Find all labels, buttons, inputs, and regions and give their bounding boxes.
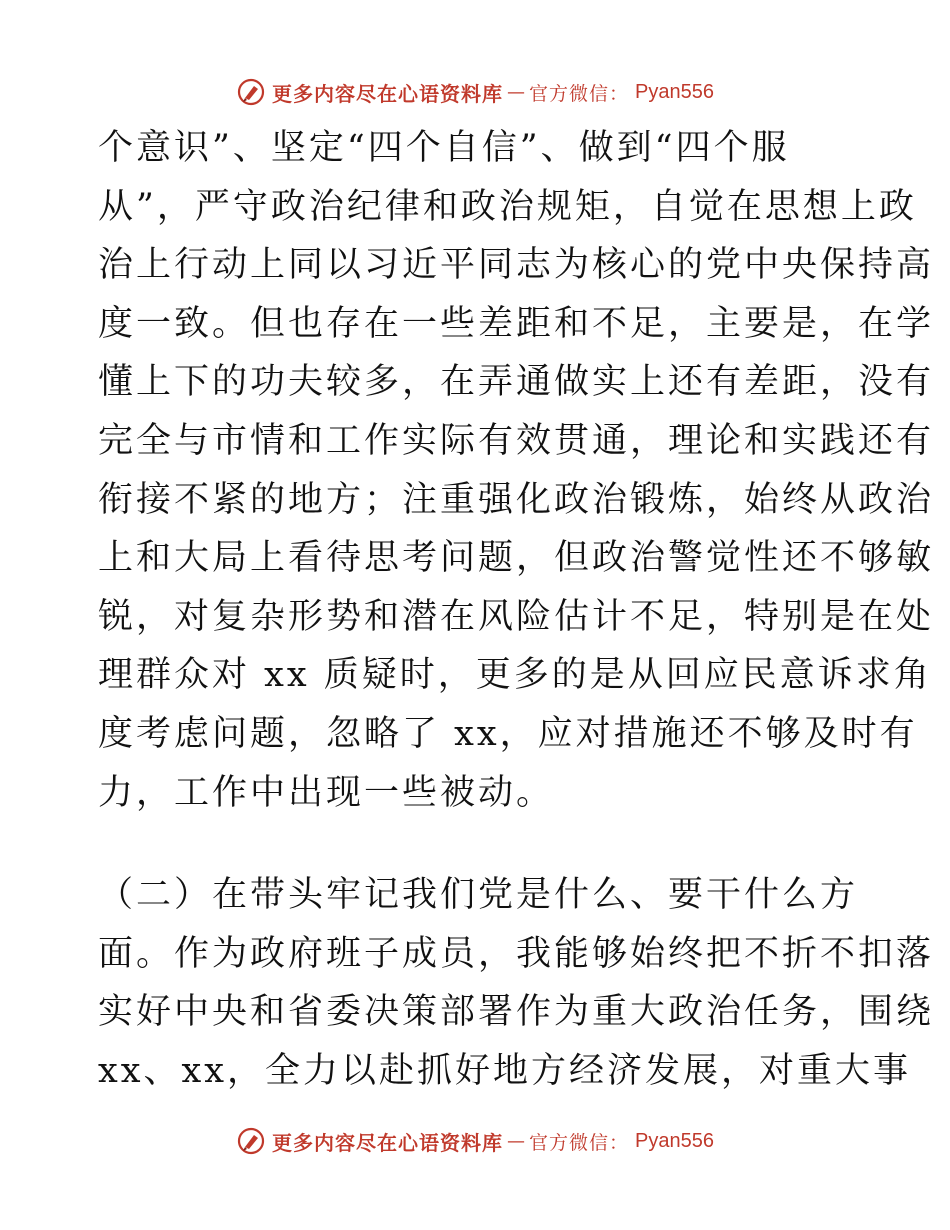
paragraph-1: [98, 119, 935, 822]
paragraph-2: [98, 866, 935, 1100]
text-line: 力，工作中出现一些被动。: [98, 772, 555, 813]
text-line: 上和大局上看待思考问题，但政治警觉性还不够敏: [98, 538, 935, 579]
document-body: [98, 119, 935, 1101]
text-line: 锐，对复杂形势和潜在风险估计不足，特别是在处: [98, 596, 935, 637]
header-banner: [0, 72, 950, 112]
text-line: xx、xx，全力以赴抓好地方经济发展，对重大事: [98, 1050, 911, 1091]
banner-wechat-label: 官方微信：: [529, 82, 630, 105]
text-line: 懂上下的功夫较多，在弄通做实上还有差距，没有: [98, 362, 935, 403]
pen-nib-logo-icon: [236, 1126, 266, 1156]
banner-wechat-id: Pyan556: [635, 80, 714, 103]
pen-nib-logo-icon: [236, 77, 266, 107]
text-line: 理群众对 xx 质疑时，更多的是从回应民意诉求角: [98, 655, 932, 696]
banner-library-text: 更多内容尽在心语资料库: [272, 1130, 503, 1155]
text-line: 度一致。但也存在一些差距和不足，主要是，在学: [98, 303, 935, 344]
text-line: 度考虑问题，忽略了 xx，应对措施还不够及时有: [98, 713, 918, 754]
banner-dash: —: [507, 81, 525, 103]
banner-dash: —: [507, 1130, 525, 1152]
banner-wechat-id: Pyan556: [635, 1129, 714, 1152]
text-line: 面。作为政府班子成员，我能够始终把不折不扣落: [98, 933, 935, 974]
paragraph-gap: [98, 822, 858, 866]
text-line: 治上行动上同以习近平同志为核心的党中央保持高: [98, 245, 935, 286]
text-line: 个意识”、坚定“四个自信”、做到“四个服: [98, 128, 790, 168]
banner-wechat-label: 官方微信：: [529, 1131, 630, 1154]
text-line: 衔接不紧的地方；注重强化政治锻炼，始终从政治: [98, 479, 935, 520]
text-line: 从”，严守政治纪律和政治规矩，自觉在思想上政: [98, 186, 917, 227]
text-line: 完全与市情和工作实际有效贯通，理论和实践还有: [98, 420, 935, 461]
footer-banner: [0, 1121, 950, 1161]
text-line: （二）在带头牢记我们党是什么、要干什么方: [98, 875, 859, 916]
text-line: 实好中央和省委决策部署作为重大政治任务，围绕: [98, 992, 935, 1033]
banner-library-text: 更多内容尽在心语资料库: [272, 81, 503, 106]
